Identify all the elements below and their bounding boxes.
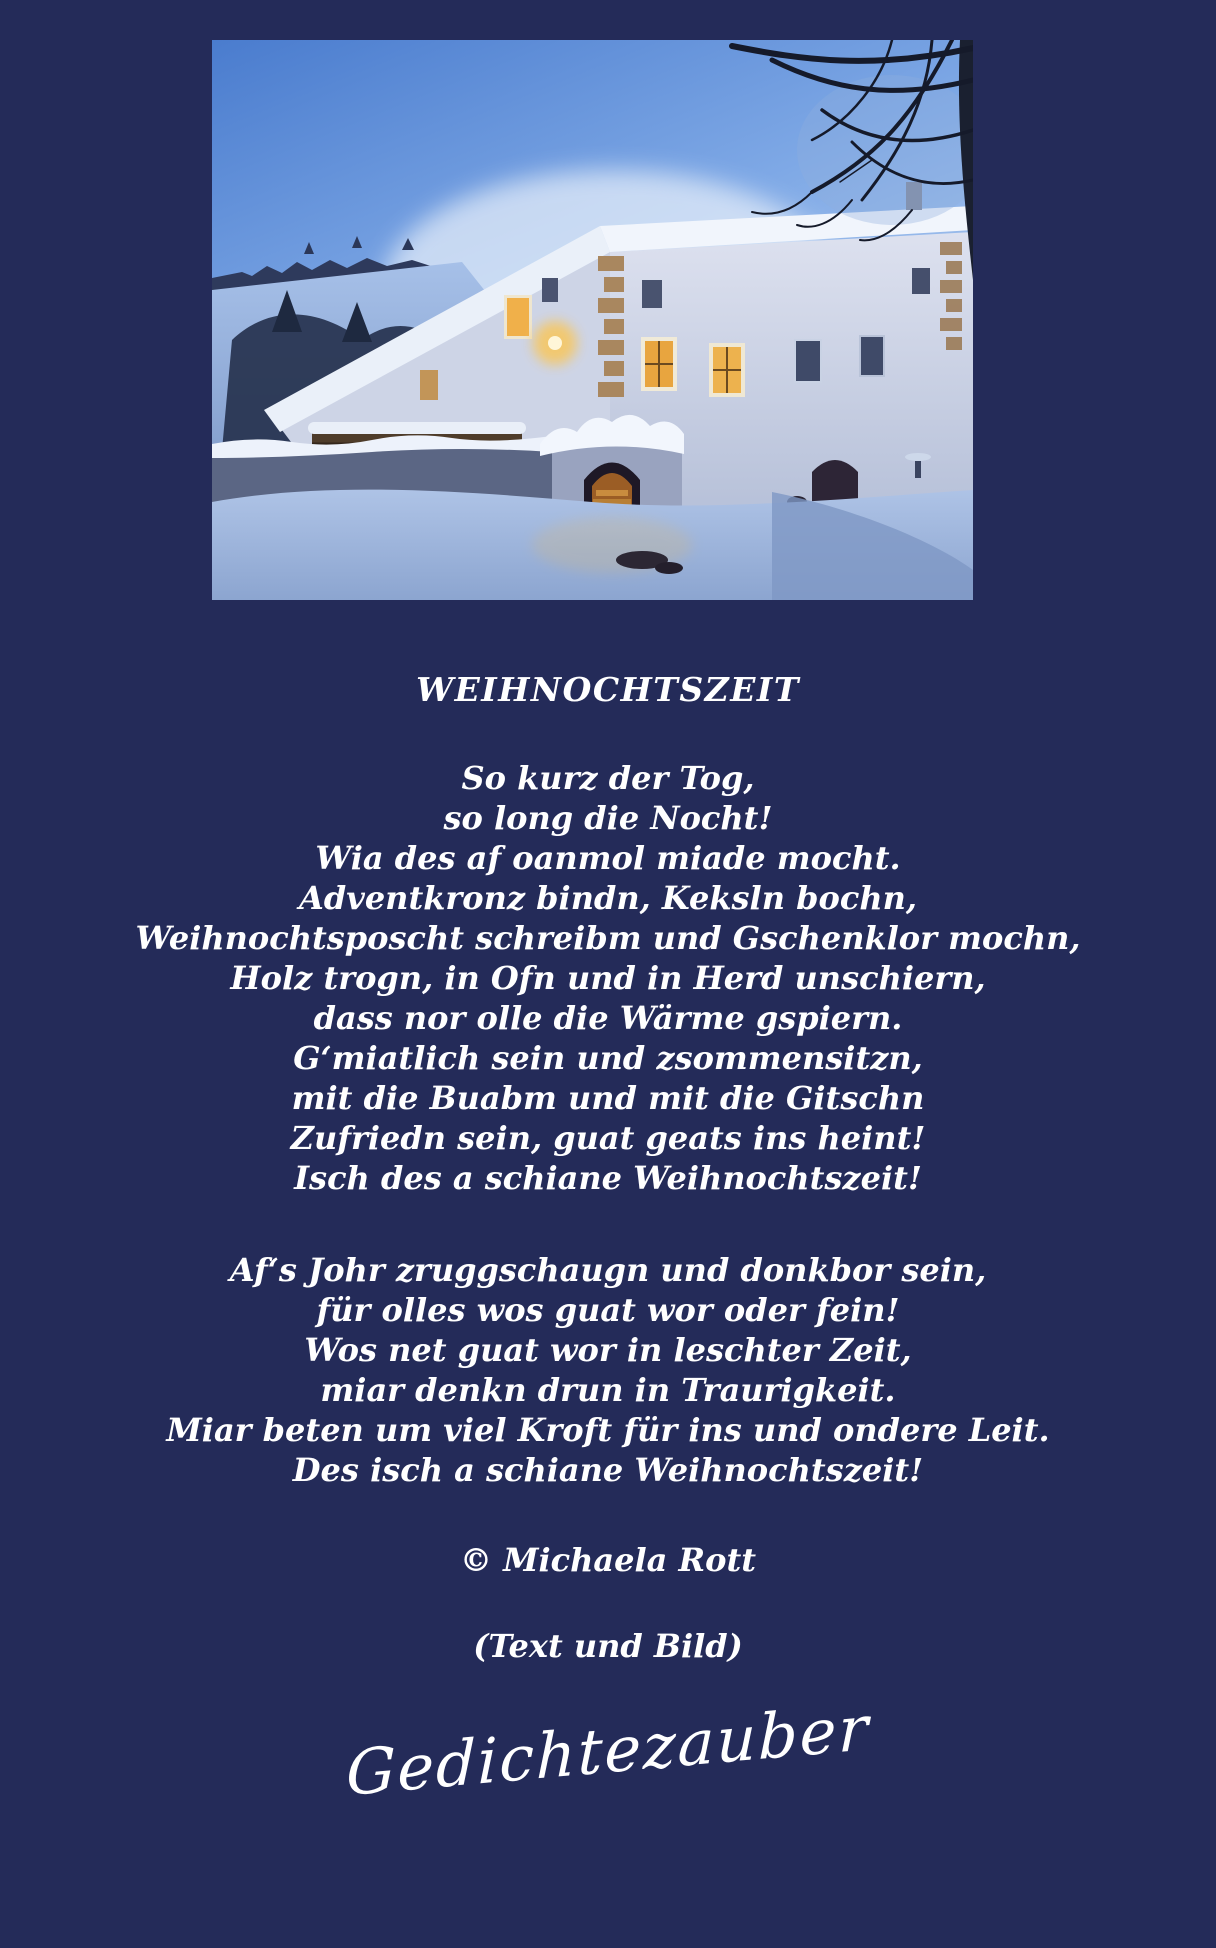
poem-line: Wos net guat wor in leschter Zeit, [304, 1331, 912, 1369]
poem-line: miar denkn drun in Traurigkeit. [320, 1371, 896, 1409]
poem-title: WEIHNOCHTSZEIT [416, 670, 800, 709]
poem-line: So kurz der Tog, [461, 759, 755, 797]
signature-gedichtezauber: Gedichtezauber [345, 1690, 871, 1811]
poem-line: G‘miatlich sein und zsommensitzn, [293, 1039, 923, 1077]
poem-line: Af‘s Johr zruggschaugn und donkbor sein, [229, 1251, 987, 1289]
farmhouse-photo [212, 40, 973, 600]
credit-note: (Text und Bild) [473, 1627, 743, 1665]
poem [0, 600, 1216, 1811]
poem-line: mit die Buabm und mit die Gitschn [291, 1079, 925, 1117]
poem-line: dass nor olle die Wärme gspiern. [313, 999, 903, 1037]
poem-line: Zufriedn sein, guat geats ins heint! [290, 1119, 926, 1157]
poem-stanza-1 [0, 758, 1216, 1198]
author-credit: © Michaela Rott [459, 1541, 757, 1579]
poem-line: Weihnochtsposcht schreibm und Gschenklor mochn, [135, 919, 1081, 957]
poem-line: Holz trogn, in Ofn und in Herd unschiern, [230, 959, 986, 997]
poem-line: Wia des af oanmol miade mocht. [315, 839, 901, 877]
poem-line: Miar beten um viel Kroft für ins und ondere Leit. [166, 1411, 1050, 1449]
poem-line: so long die Nocht! [443, 799, 773, 837]
poem-line: Adventkronz bindn, Keksln bochn, [299, 879, 917, 917]
poem-stanza-2 [0, 1250, 1216, 1490]
poem-line: Isch des a schiane Weihnochtszeit! [294, 1159, 922, 1197]
poem-line: für olles wos guat wor oder fein! [316, 1291, 900, 1329]
poem-line: Des isch a schiane Weihnochtszeit! [292, 1451, 924, 1489]
